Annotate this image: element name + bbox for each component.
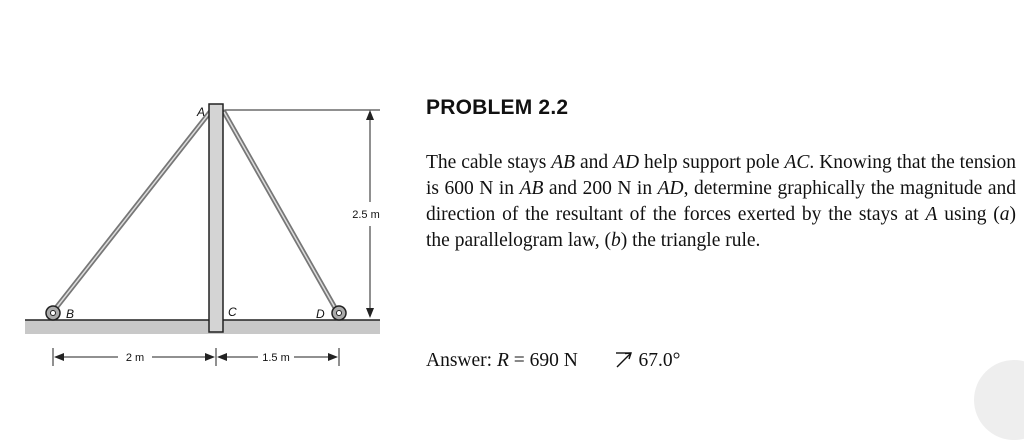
statement-variable: AD [657, 178, 684, 199]
angle-arrow-icon [614, 350, 634, 368]
statement-text: and 200 N in [543, 178, 658, 199]
height-arrowhead-top [366, 110, 374, 120]
right-span-arrowhead-left [217, 353, 227, 361]
statement-variable: a [999, 204, 1010, 225]
answer-variable: R [496, 350, 509, 371]
statement-text: , determine graphically the magnitude and direction of the resultant of the forces exerted by the stays at [426, 178, 1017, 225]
statement-variable: AD [613, 152, 640, 173]
statement-text: . Knowing that the tension is 600 N in [426, 152, 1017, 199]
corner-decoration [974, 360, 1024, 440]
ground [25, 320, 380, 334]
statement-text: and [575, 152, 614, 173]
left-span-arrowhead-right [205, 353, 215, 361]
left-span-arrowhead-left [54, 353, 64, 361]
anchor-b-pin [51, 311, 56, 316]
pole-ac [209, 104, 223, 332]
answer-row [426, 350, 680, 372]
problem-statement [426, 150, 1016, 254]
statement-text: ) the parallelogram law, ( [426, 204, 1017, 251]
problem-figure [0, 0, 420, 400]
statement-text: The cable stays [426, 152, 552, 173]
statement-variable: AC [784, 152, 810, 173]
statement-text: help support pole [639, 152, 785, 173]
statement-variable: AB [519, 178, 544, 199]
height-dimension-label: 2.5 m [352, 209, 380, 221]
point-label-a: A [197, 105, 206, 119]
point-label-c: C [228, 305, 237, 319]
answer-label: Answer: [426, 350, 493, 371]
cable-ad-core [224, 112, 338, 313]
anchor-d-pin [337, 311, 342, 316]
left-span-label: 2 m [125, 352, 145, 364]
statement-variable: AB [551, 152, 576, 173]
point-label-d: D [316, 307, 325, 321]
answer-magnitude: = 690 N [508, 350, 578, 371]
height-arrowhead-bottom [366, 308, 374, 318]
problem-title: PROBLEM 2.2 [426, 96, 569, 119]
cable-ab-core [52, 112, 210, 313]
statement-text: using ( [937, 204, 1000, 225]
right-span-label: 1.5 m [262, 352, 290, 364]
answer-angle: 67.0° [638, 350, 681, 371]
statement-text: ) the triangle rule. [620, 230, 761, 251]
statement-variable: b [610, 230, 621, 251]
right-span-arrowhead-right [328, 353, 338, 361]
point-label-b: B [66, 307, 75, 321]
statement-variable: A [925, 204, 938, 225]
